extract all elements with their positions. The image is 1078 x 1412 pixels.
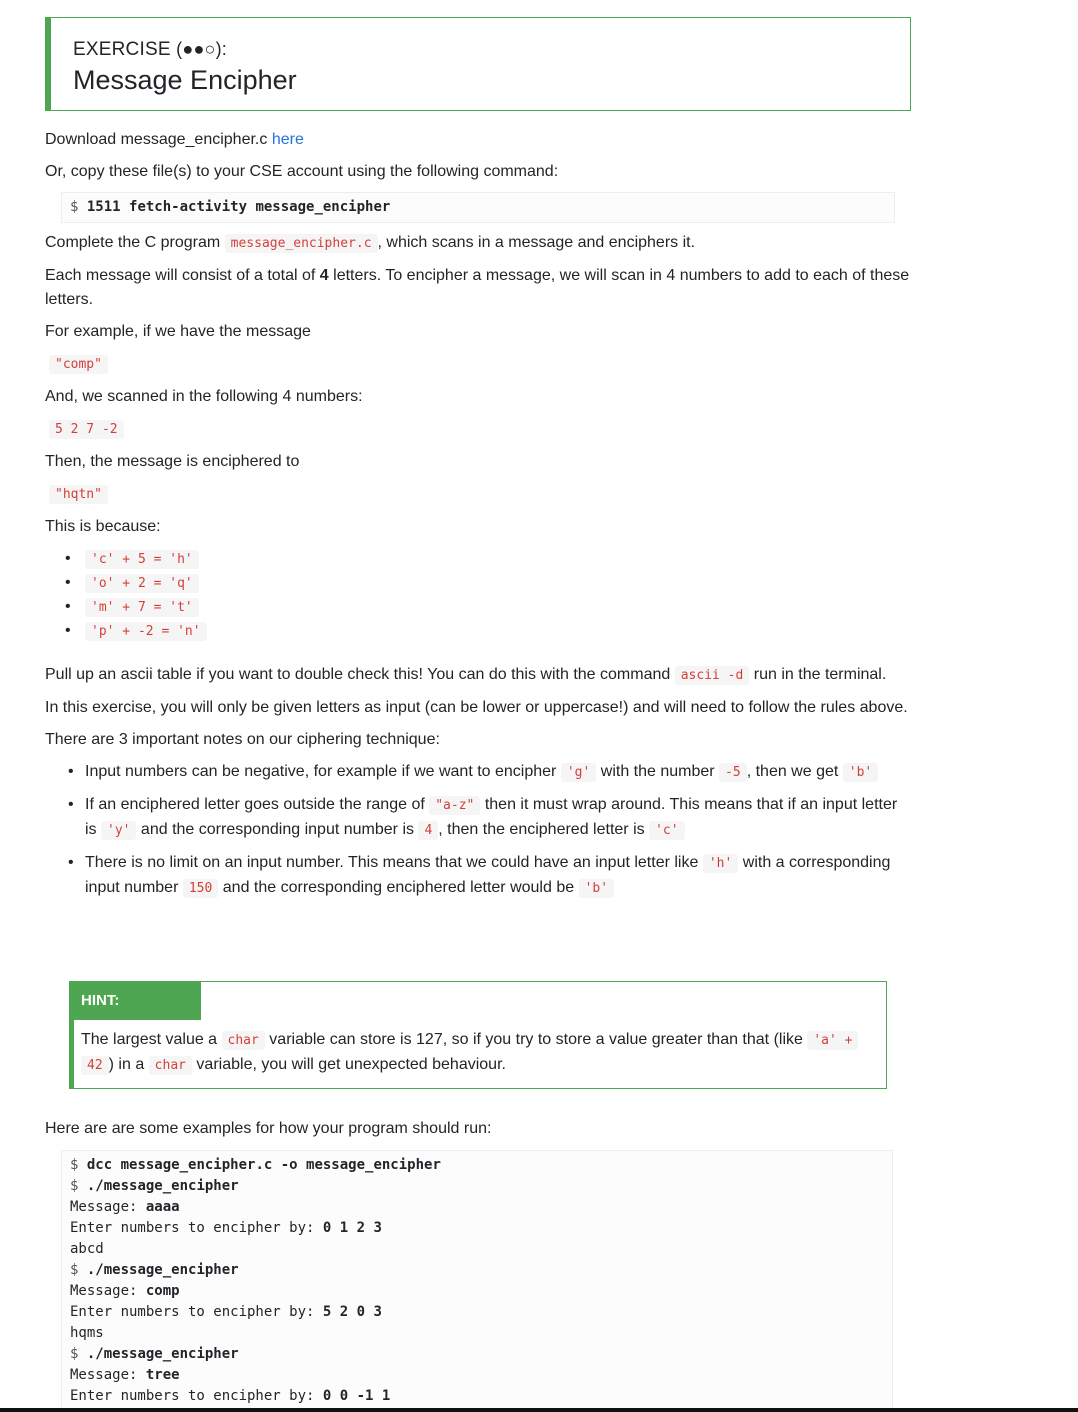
terminal-line: abcd (70, 1241, 104, 1257)
enciphered-intro: Then, the message is enciphered to (45, 453, 300, 470)
terminal-line: Enter numbers to encipher by: 5 2 0 3 (70, 1304, 382, 1320)
notes-list (45, 760, 911, 901)
hint-label: HINT: (74, 982, 201, 1020)
terminal-line: Message: aaaa (70, 1199, 180, 1215)
notes-intro: There are 3 important notes on our ciphering technique: (45, 731, 440, 748)
example-intro: For example, if we have the message (45, 323, 311, 340)
list-item: • 'c' + 5 = 'h' (45, 547, 911, 571)
exercise-kicker: EXERCISE (73, 39, 171, 60)
terminal-line: hqms (70, 1325, 104, 1341)
fetch-command: 1511 fetch-activity message_encipher (86, 199, 391, 215)
list-item: • 'p' + -2 = 'n' (45, 619, 911, 643)
download-line: Download message_encipher.c here (45, 131, 304, 148)
page-title: Message Encipher (73, 65, 297, 95)
hint-text: The largest value a char variable can store is 127, so if you try to store a value greater than that (like 'a' + 42 ) in a char variable, you will get unexpected behaviour. (81, 1028, 881, 1078)
fetch-command-block: $ 1511 fetch-activity message_encipher (61, 192, 895, 223)
terminal-line: Message: tree (70, 1367, 180, 1383)
because-list (45, 547, 911, 643)
list-item: • 'm' + 7 = 't' (45, 595, 911, 619)
terminal-line: Message: comp (70, 1283, 180, 1299)
terminal-line: $ dcc message_encipher.c -o message_encipher (70, 1157, 441, 1173)
numbers-intro: And, we scanned in the following 4 numbers: (45, 388, 363, 405)
filename-code: message_encipher.c (225, 234, 378, 253)
terminal-line: $ ./message_encipher (70, 1346, 239, 1362)
example-numbers: 5 2 7 -2 (49, 420, 124, 439)
example-terminal (61, 1150, 893, 1412)
list-item: • If an enciphered letter goes outside the range of "a-z" then it must wrap around. This means that if an input letter is 'y' and the corresponding input number is 4 , then the enciphered letter is 'c' (45, 793, 911, 843)
difficulty-rating: (●●○): (176, 39, 227, 59)
because-intro: This is because: (45, 518, 161, 535)
download-link[interactable]: here (271, 131, 304, 148)
list-item: • There is no limit on an input number. This means that we could have an input letter like 'h' with a corresponding input number 150 and the corresponding enciphered letter would be 'b' (45, 851, 911, 901)
list-item: • 'o' + 2 = 'q' (45, 571, 911, 595)
ascii-command-code: ascii -d (675, 666, 750, 685)
hint-box (69, 981, 887, 1089)
example-enciphered: "hqtn" (49, 485, 108, 504)
terminal-line: $ ./message_encipher (70, 1262, 239, 1278)
ascii-paragraph: Pull up an ascii table if you want to double check this! You can do this with the command ascii -d run in the terminal. (45, 666, 887, 683)
input-rules-paragraph: In this exercise, you will only be given letters as input (can be lower or uppercase!) and will need to follow the rules above. (45, 699, 908, 716)
list-item: • Input numbers can be negative, for example if we want to encipher 'g' with the number -5 , then we get 'b' (45, 760, 911, 785)
exercise-header (45, 17, 911, 111)
terminal-line: Enter numbers to encipher by: 0 0 -1 1 (70, 1388, 391, 1404)
letters-paragraph: Each message will consist of a total of 4 letters. To encipher a message, we will scan in 4 numbers to add to each of these letters. (45, 267, 910, 308)
terminal-line: $ ./message_encipher (70, 1178, 239, 1194)
exercise-content (45, 17, 911, 909)
intro-paragraph: Complete the C program message_encipher.c , which scans in a message and enciphers it. (45, 234, 696, 251)
example-message: "comp" (49, 355, 108, 374)
window-bottom-edge (0, 1408, 1078, 1412)
terminal-line: Enter numbers to encipher by: 0 1 2 3 (70, 1220, 382, 1236)
copy-instructions: Or, copy these file(s) to your CSE account using the following command: (45, 163, 559, 180)
examples-intro: Here are are some examples for how your program should run: (45, 1120, 492, 1137)
